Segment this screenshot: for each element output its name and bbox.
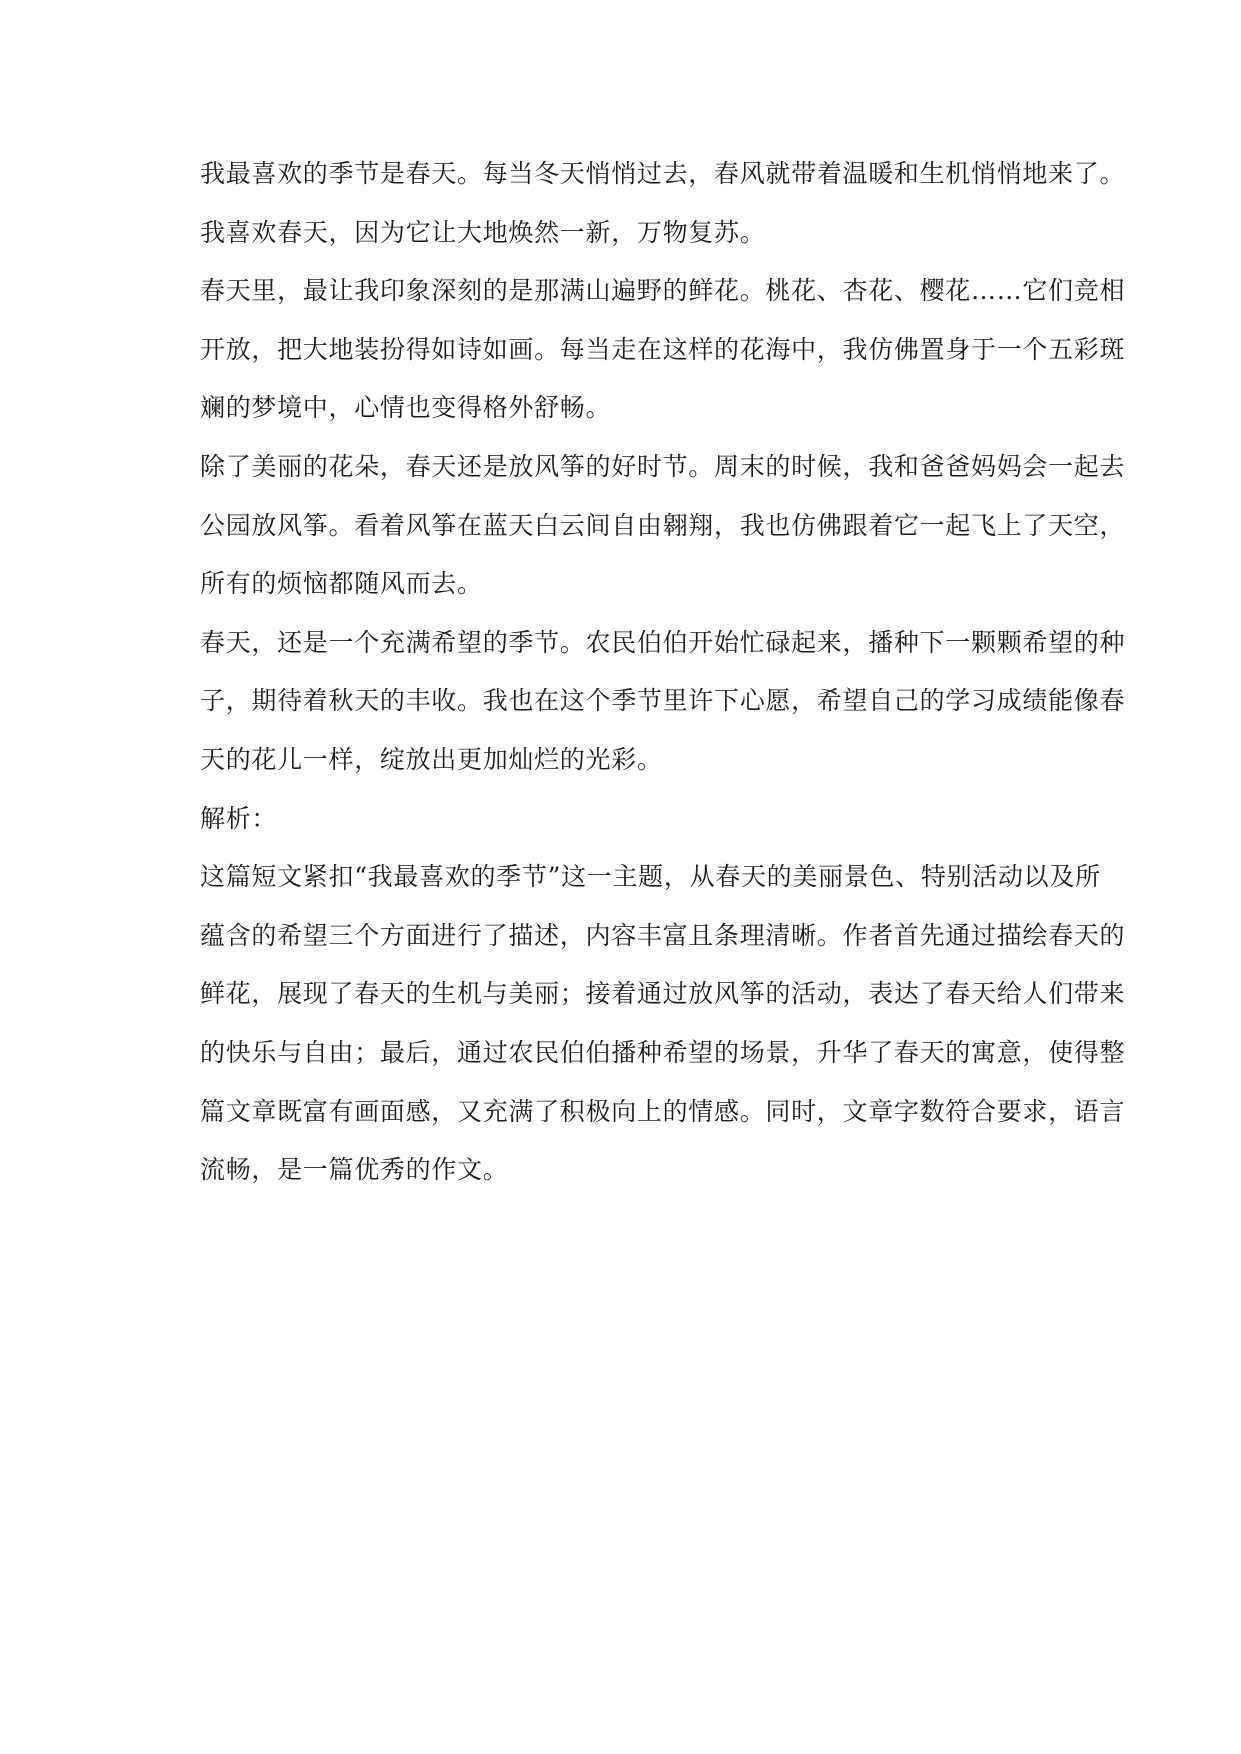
text-line: 流畅，是一篇优秀的作文。 xyxy=(200,1155,509,1185)
text-line: 我喜欢春天，因为它让大地焕然一新，万物复苏。 xyxy=(200,217,766,247)
analysis-heading-paragraph xyxy=(200,790,1100,849)
text-line: 这篇短文紧扣“我最喜欢的季节”这一主题，从春天的美丽景色、特别活动以及所 xyxy=(200,862,1101,892)
text-line: 我最喜欢的季节是春天。每当冬天悄悄过去，春风就带着温暖和生机悄悄地来了。 xyxy=(200,159,1126,188)
document-body xyxy=(200,145,1126,1200)
text-line: 公园放风筝。看着风筝在蓝天白云间自由翱翔，我也仿佛跟着它一起飞上了天空， xyxy=(200,510,1126,540)
text-line: 子，期待着秋天的丰收。我也在这个季节里许下心愿，希望自己的学习成绩能像春 xyxy=(200,686,1126,716)
essay-paragraph-3 xyxy=(200,438,1126,614)
essay-paragraph-2 xyxy=(200,262,1126,438)
text-line: 蕴含的希望三个方面进行了描述，内容丰富且条理清晰。作者首先通过描绘春天的 xyxy=(200,920,1126,950)
text-line: 除了美丽的花朵，春天还是放风筝的好时节。周末的时候，我和爸爸妈妈会一起去 xyxy=(200,451,1126,481)
analysis-heading: 解析： xyxy=(200,803,278,833)
text-line: 所有的烦恼都随风而去。 xyxy=(200,569,483,599)
text-line: 春天，还是一个充满希望的季节。农民伯伯开始忙碌起来，播种下一颗颗希望的种 xyxy=(200,627,1126,657)
essay-paragraph-1 xyxy=(200,145,1126,262)
text-line: 篇文章既富有画面感，又充满了积极向上的情感。同时，文章字数符合要求，语言 xyxy=(200,1096,1126,1126)
text-line: 斓的梦境中，心情也变得格外舒畅。 xyxy=(200,393,612,423)
essay-paragraph-4 xyxy=(200,614,1126,790)
analysis-paragraph xyxy=(200,848,1126,1200)
text-line: 天的花儿一样，绽放出更加灿烂的光彩。 xyxy=(200,744,663,774)
text-line: 春天里，最让我印象深刻的是那满山遍野的鲜花。桃花、杏花、樱花……它们竞相 xyxy=(200,276,1126,306)
text-line: 鲜花，展现了春天的生机与美丽；接着通过放风筝的活动，表达了春天给人们带来 xyxy=(200,979,1126,1009)
text-line: 的快乐与自由；最后，通过农民伯伯播种希望的场景，升华了春天的寓意，使得整 xyxy=(200,1037,1126,1067)
text-line: 开放，把大地装扮得如诗如画。每当走在这样的花海中，我仿佛置身于一个五彩斑 xyxy=(200,334,1126,364)
